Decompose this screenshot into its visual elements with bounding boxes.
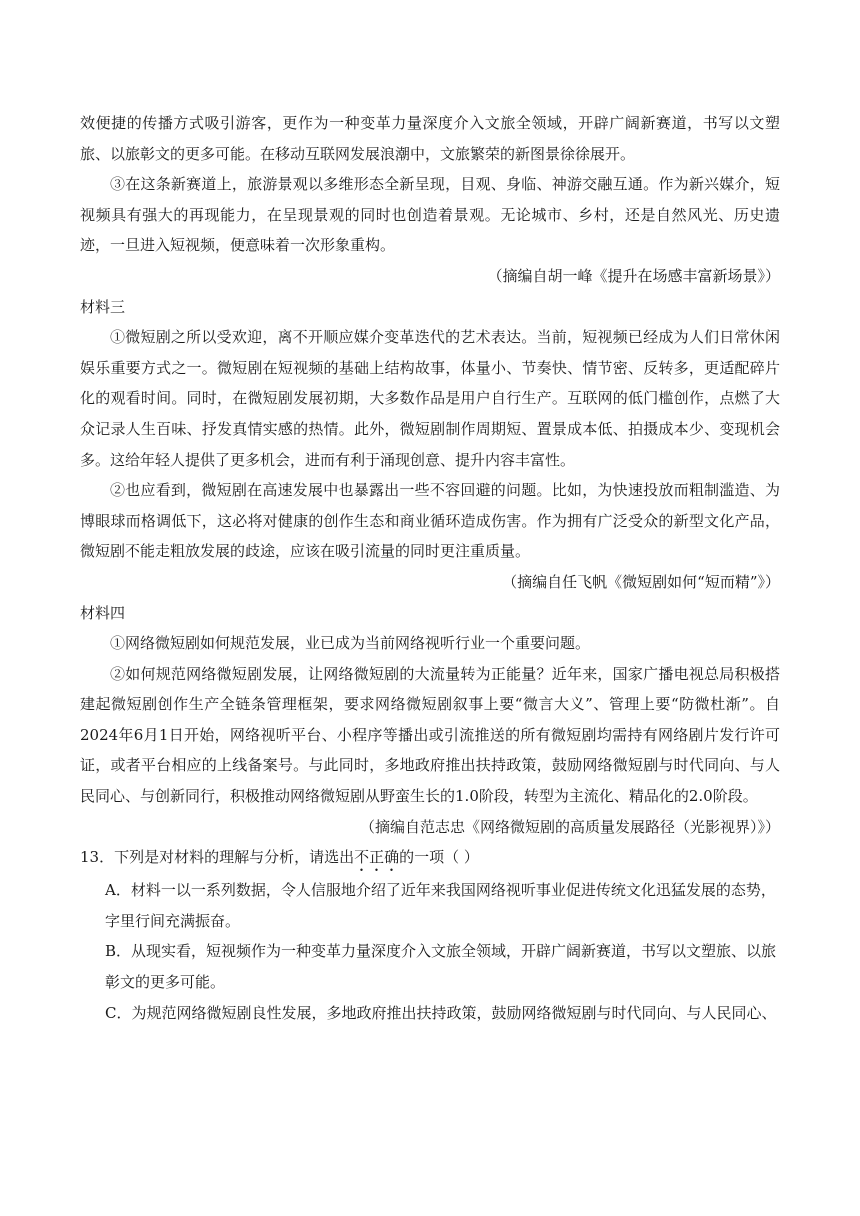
material2-paragraph-3: ③在这条新赛道上，旅游景观以多维形态全新呈现，目观、身临、神游交融互通。作为新兴媒介，短视频具有强大的再现能力，在呈现景观的同时也创造着景观。无论城市、乡村，还是自然风光、历史遗迹，一旦进入短视频，便意味着一次形象重构。: [80, 175, 780, 255]
material2-paragraph-continued: 效便捷的传播方式吸引游客，更作为一种变革力量深度介入文旅全领域，开辟广阔新赛道，书写以文塑旅、以旅彰文的更多可能。在移动互联网发展浪潮中，文旅繁荣的新图景徐徐展开。: [80, 114, 780, 163]
question-stem-emphasis: 不正确: [354, 848, 400, 867]
material3-paragraph-1: ①微短剧之所以受欢迎，离不开顺应媒介变革迭代的艺术表达。当前，短视频已经成为人们日常休闲娱乐重要方式之一。微短剧在短视频的基础上结构故事，体量小、节奏快、情节密、反转多，更适配碎片化的观看时间。同时，在微短剧发展初期，大多数作品是用户自行生产。互联网的低门槛创作，点燃了大众记录人生百味、抒发真情实感的热情。此外，微短剧制作周期短、置景成本低、拍摄成本少、变现机会多。这给年轻人提供了更多机会，进而有利于涌现创意、提升内容丰富性。: [80, 328, 780, 469]
material4-paragraph-2: ②如何规范网络微短剧发展，让网络微短剧的大流量转为正能量？近年来，国家广播电视总局积极搭建起微短剧创作生产全链条管理框架，要求网络微短剧叙事上要“微言大义”、管理上要“防微杜渐”。自2024年6月1日开始，网络视听平台、小程序等播出或引流推送的所有微短剧均需持有网络剧片发行许可证，或者平台相应的上线备案号。与此同时，多地政府推出扶持政策，鼓励网络微短剧与时代同向、与人民同心、与创新同行，积极推动网络微短剧从野蛮生长的1.0阶段，转型为主流化、精品化的2.0阶段。: [80, 664, 780, 806]
option-b: B．从现实看，短视频作为一种变革力量深度介入文旅全领域，开辟广阔新赛道，书写以文塑旅、以旅彰文的更多可能。: [105, 942, 777, 992]
material3-label: 材料三: [80, 297, 126, 316]
material3-source: （摘编自任飞帆《微短剧如何“短而精”》）: [502, 572, 780, 591]
question-stem: [80, 842, 780, 875]
option-a: A．材料一以一系列数据，令人信服地介绍了近年来我国网络视听事业促进传统文化迅猛发展的态势，字里行间充满振奋。: [105, 881, 776, 930]
material3-paragraph-2: ②也应看到，微短剧在高速发展中也暴露出一些不容回避的问题。比如，为快速投放而粗制滥造、为博眼球而格调低下，这必将对健康的创作生态和商业循环造成伤害。作为拥有广泛受众的新型文化产品，微短剧不能走粗放发展的歧途，应该在吸引流量的同时更注重质量。: [80, 481, 780, 561]
material4-source: （摘编自范志忠《网络微短剧的高质量发展路径（光影视界）》）: [359, 817, 780, 836]
material2-source: （摘编自胡一峰《提升在场感丰富新场景》）: [487, 266, 780, 285]
option-c: C．为规范网络微短剧良性发展，多地政府推出扶持政策，鼓励网络微短剧与时代同向、与人民同心、: [105, 1003, 777, 1022]
question-stem-pre: 13．下列是对材料的理解与分析，请选出: [80, 848, 355, 867]
material4-label: 材料四: [80, 603, 126, 622]
document-page: [80, 108, 780, 1028]
material4-paragraph-1: ①网络微短剧如何规范发展，业已成为当前网络视听行业一个重要问题。: [110, 634, 591, 653]
question-stem-post: 的一项（ ）: [399, 848, 479, 867]
